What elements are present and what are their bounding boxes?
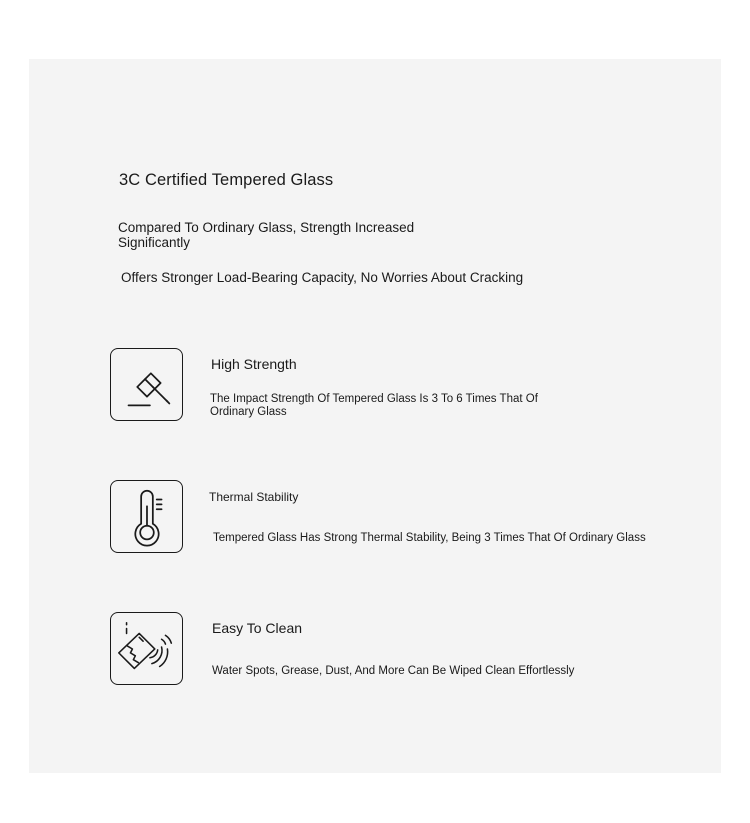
thermometer-icon [110,480,183,553]
hammer-icon [110,348,183,421]
page-title: 3C Certified Tempered Glass [119,171,334,189]
feature-desc-high-strength: The Impact Strength Of Tempered Glass Is 3 To 6 Times That Of Ordinary Glass [210,393,538,418]
feature-title-high-strength: High Strength [211,356,297,372]
wipe-hand-icon [110,612,183,685]
feature-desc-thermal-stability: Tempered Glass Has Strong Thermal Stability, Being 3 Times That Of Ordinary Glass [213,532,646,544]
feature-desc-easy-clean: Water Spots, Grease, Dust, And More Can Be Wiped Clean Effortlessly [212,665,575,677]
subtitle-load-bearing: Offers Stronger Load-Bearing Capacity, No Worries About Cracking [121,270,524,285]
feature-title-easy-clean: Easy To Clean [212,620,303,636]
feature-title-thermal-stability: Thermal Stability [209,490,299,504]
subtitle-strength: Compared To Ordinary Glass, Strength Increased Significantly [118,220,415,250]
